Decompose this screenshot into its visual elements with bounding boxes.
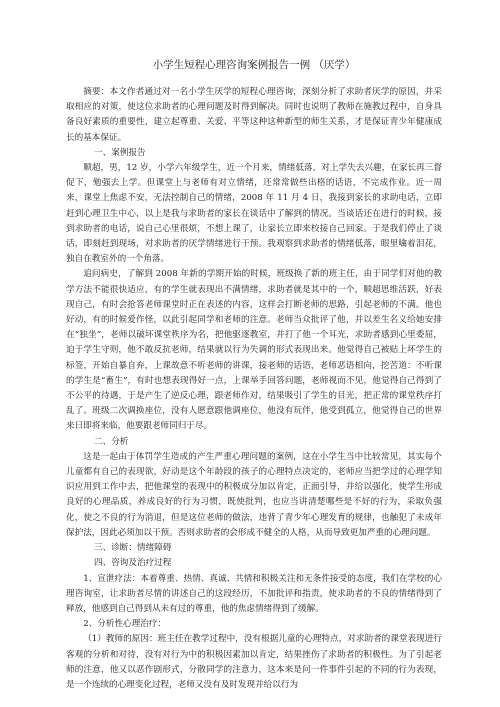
section-heading-diagnosis: 三、诊断：情绪障碍 — [94, 543, 172, 554]
body-paragraph: 追问病史，了解到 2008 年新的学期开始的时候，班级换了新的班主任，由于同学们对他的教学方法不能很快适应，有的学生就表现出不满情绪，求助者就是其中的一个，顺超思维活跃，好表现自己，有时会抢答老师课堂时正在表述的内容，这样会打断老师的思路，引起老师的不满。他也好动，有的时候爱作怪，以此引起同学和老师的注意。老师当众批评了他，并以差生名义给她安排在“独坐”，老师以破坏课堂秩序为名，把他驱逐教室，并打了他一个耳光，求助者感到心里委屈，迫于学生守则，他不敢反抗老师，结果就以行为失调的形式表现出来。他觉得自己被贴上坏学生的标签，开始自暴自弃，上课故意不听老师的讲课，接老师的话语，老师恶语相向，挖苦道：不听课的学生是“畜生”，有时也想表现得好一点，上课举手回答问题，老师视而不见，他觉得自己得到了不公平的待遇，于是产生了逆反心理，跟老师作对，结果吸引了学生的目光，把正常的课堂秩序打乱了。班级二次调换座位，没有人愿意跟他调座位，他没有玩伴，他受到孤立，他觉得自己的世界来日即将来临，他要跟老师同归于尽。 — [66, 269, 442, 432]
document-title: 小学生短程心理咨询案例报告一例 （厌学） — [152, 59, 356, 71]
section-heading-case-report: 一、案例报告 — [94, 147, 146, 158]
body-paragraph: 这是一起由于体罚学生造成的产生严重心理问题的案例，这在小学生当中比较常见，其实每个儿童都有自己的表现欲，好动是这个年龄段的孩子的心理特点决定的，老师应当把学过的心理学知识应用到工作中去，把他课堂的表现中的积极成分加以肯定，正面引导，并给以强化，使学生形成良好的心理品质，养成良好的行为习惯，既使批判，也应当讲清楚哪些是不好的行为，采取负强化，使之不良的行为消退，但是这位老师的做法，违背了青少年心理发育的规律，也触犯了未成年保护法，因此必须加以干预。否则求助者的会形成不健全的人格，从而导致更加严重的心理问题。 — [66, 451, 442, 538]
body-paragraph: 2、分析性心理治疗： — [83, 619, 166, 630]
abstract-paragraph: 摘要：本文作者通过对一名小学生厌学的短程心理咨询，深刻分析了求助者厌学的原因，并采取相应的对策，使这位求助者的心理问题及时得到解决。同时也说明了教师在施教过程中，自身具备良好素质的重要性，建立起尊重、关爱、平等这种这种新型的师生关系，才是保证青少年健康成长的基本保证。 — [66, 87, 442, 143]
body-paragraph: （1）教师的原因：班主任在教学过程中，没有根据儿童的心理特点，对求助者的课堂表现进行客观的分析和对待，没有对行为中的积极因素加以肯定，结果挫伤了求助者的积极性。为了引起老师的注意，他又以恶作剧形式，分散同学的注意力，这本来是问一件事件引起的不同的行为表现，是一个连续的心理变化过程，老师又没有及时发现并给以行为 — [66, 634, 442, 690]
section-heading-analysis: 二、分析 — [94, 436, 129, 447]
section-heading-treatment: 四、咨询及治疗过程 — [94, 558, 172, 569]
body-paragraph: 顺超，男，12 岁，小学六年级学生，近一个月来，情绪低落，对上学失去兴趣，在家长再三督促下，勉强去上学。但课堂上与老师有对立情绪，还常常做些出格的话语，不完成作业。近一周来，课堂上焦虑不安，无法控制自己的情绪，2008 年 11 月 4 日，我接到家长的求助电话，立即赶到心理卫生中心，以上是我与求助者的家长在谈话中了解到的情况。当谈话还在进行的时候，接到求助者的电话，说自己心里很烦，不想上课了，让家长立即来校接自己回家。于是我们停止了谈话，即刻赶到现场，对求助者的厌学情绪进行干预。我观察到求助者的情绪低落，眼里噙着泪花，独自在教室外的一个角落。 — [66, 163, 442, 265]
document-body — [66, 146, 442, 693]
body-paragraph: 1、宣泄疗法：本着尊重、热情、真诚、共情和积极关注和无条件接受的态度，我们在学校的心理咨询室，让求助者尽情的讲述自己的这段经历，不加批评和指责，使求助者的不良的情绪得到了释放，他感到自己得到从未有过的尊重，他的焦虑情绪得到了缓解。 — [66, 573, 442, 614]
